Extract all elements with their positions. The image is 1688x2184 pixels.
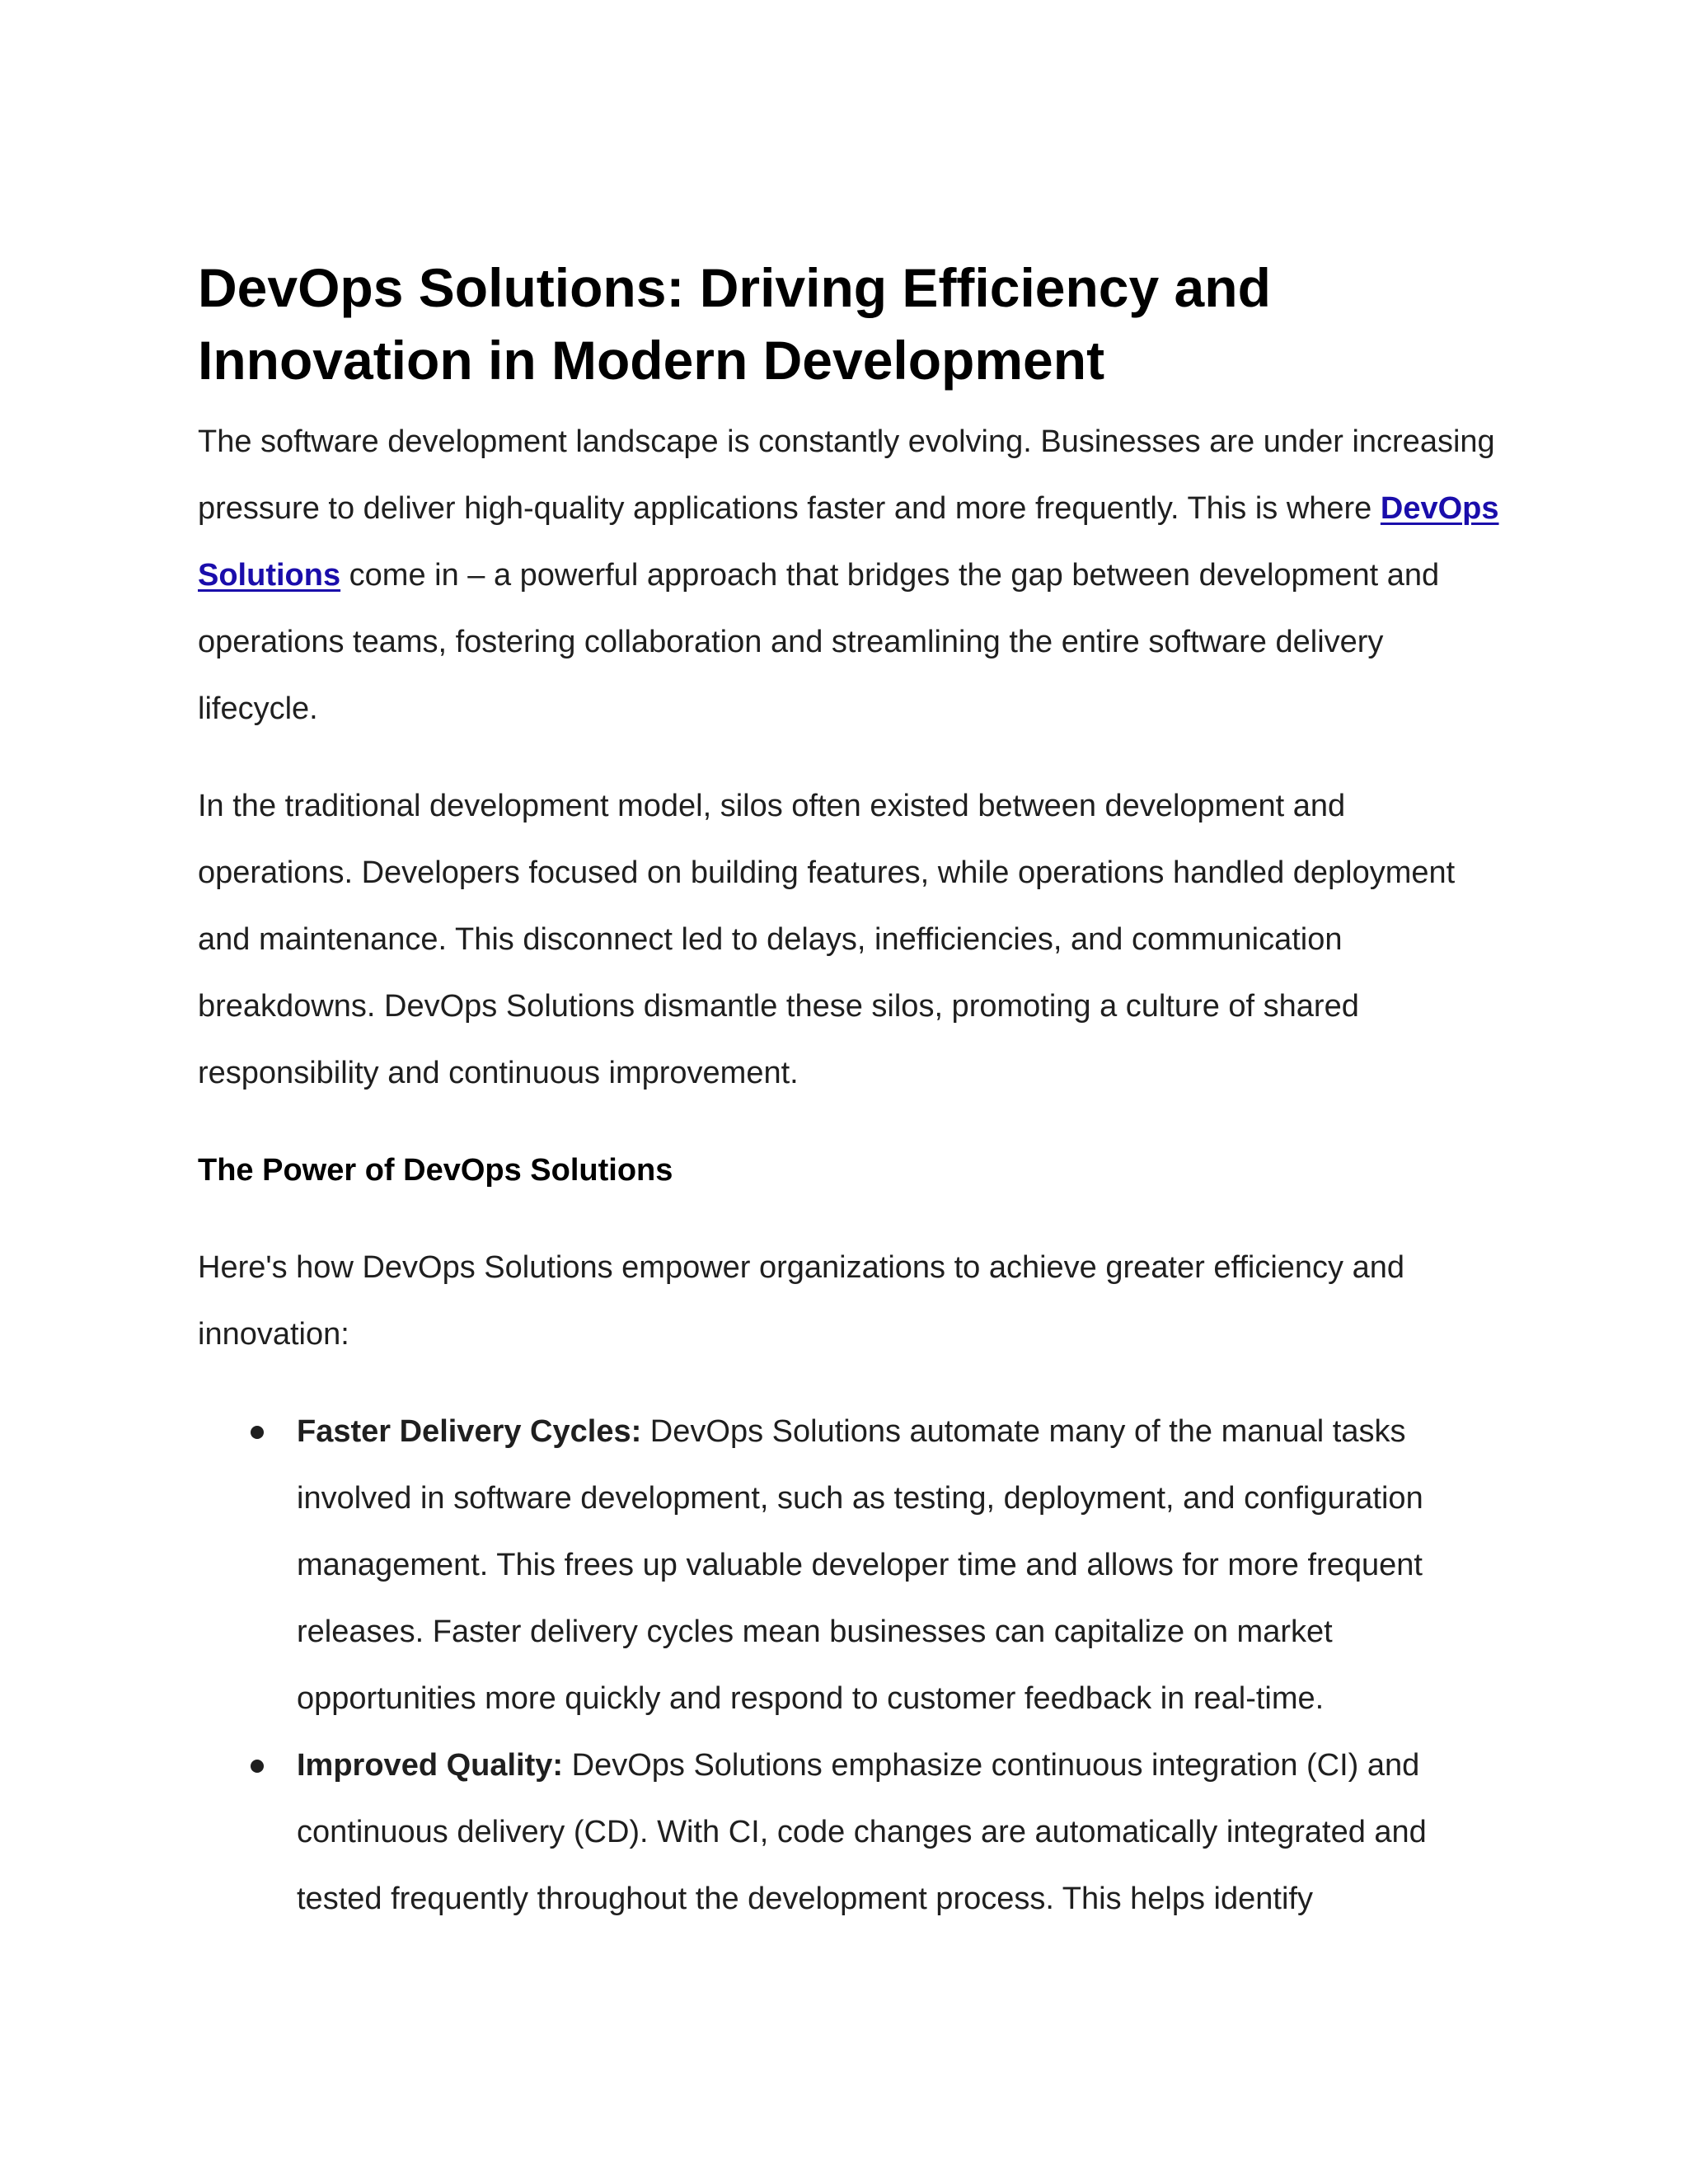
bullet-label: Improved Quality:: [297, 1748, 564, 1783]
list-item: [198, 1732, 1500, 1933]
devops-solutions-link[interactable]: DevOps Solutions: [198, 491, 1499, 593]
document-page: [198, 251, 1500, 1933]
bullet-icon: [251, 1760, 264, 1773]
bullet-label: Faster Delivery Cycles:: [297, 1414, 642, 1449]
intro-paragraph: [198, 409, 1500, 743]
intro-text-before-link: The software development landscape is constantly evolving. Businesses are under increasing pressure to deliver high-quality applications faster and more frequently. This is where: [198, 424, 1495, 526]
bullet-text: DevOps Solutions emphasize continuous integration (CI) and continuous delivery (CD). With CI, code changes are automatically integrated and tested frequently throughout the development process. This helps identify: [297, 1748, 1427, 1916]
empower-intro-paragraph: Here's how DevOps Solutions empower organizations to achieve greater efficiency and innovation:: [198, 1250, 1405, 1352]
section-heading: The Power of DevOps Solutions: [198, 1153, 673, 1188]
traditional-model-paragraph: In the traditional development model, silos often existed between development and operations. Developers focused on building features, while operations handled deployment and maintenance. This disconnect led to delays, inefficiencies, and communication breakdowns. DevOps Solutions dismantle these silos, promoting a culture of shared responsibility and continuous improvement.: [198, 789, 1456, 1090]
bullet-icon: [251, 1426, 264, 1439]
benefits-list: [198, 1399, 1500, 1933]
page-title: DevOps Solutions: Driving Efficiency and Innovation in Modern Development: [198, 257, 1271, 391]
bullet-text: DevOps Solutions automate many of the manual tasks involved in software development, such as testing, deployment, and configuration management. This frees up valuable developer time and allows for more frequent releases. Faster delivery cycles mean businesses can capitalize on market opportunities more quickly and respond to customer feedback in real-time.: [297, 1414, 1423, 1716]
list-item: [198, 1399, 1500, 1732]
intro-text-after-link: come in – a powerful approach that bridges the gap between development and operations teams, fostering collaboration and streamlining the entire software delivery lifecycle.: [198, 558, 1440, 726]
